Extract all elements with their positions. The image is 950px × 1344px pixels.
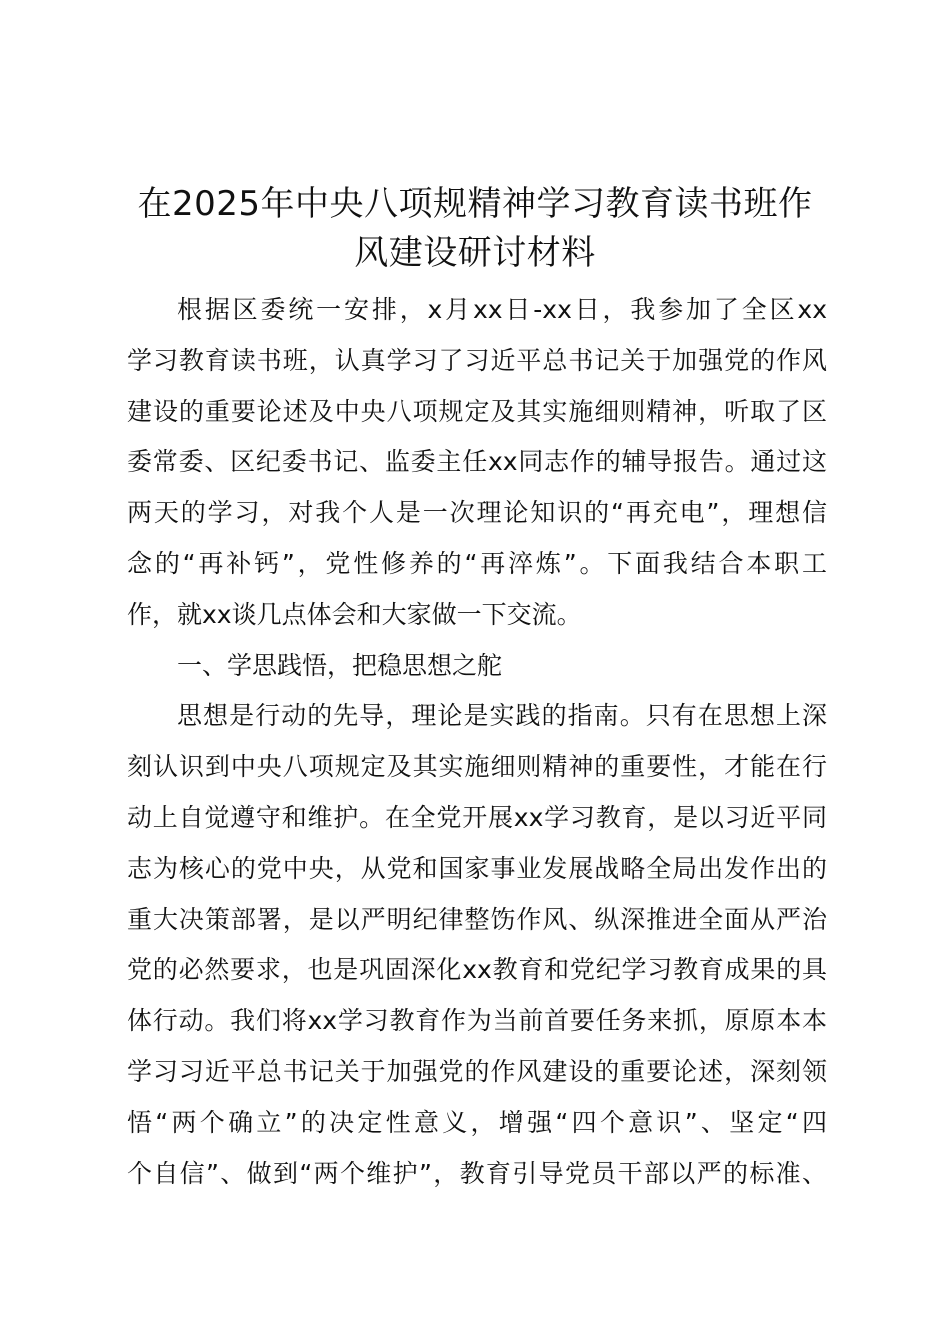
text-line: 志为核心的党中央，从党和国家事业发展战略全局出发作出的 xyxy=(127,853,827,883)
text-line: 建设的重要论述及中央八项规定及其实施细则精神，听取了区 xyxy=(127,396,827,426)
text-line: 委常委、区纪委书记、监委主任xx同志作的辅导报告。通过这 xyxy=(127,447,827,477)
text-line: 作，就xx谈几点体会和大家做一下交流。 xyxy=(127,599,582,629)
text-line: 刻认识到中央八项规定及其实施细则精神的重要性，才能在行 xyxy=(127,752,827,782)
title-line: 风建设研讨材料 xyxy=(354,233,596,273)
text-line: 根据区委统一安排，x月xx日-xx日，我参加了全区xx xyxy=(177,295,827,324)
document-title xyxy=(100,180,850,278)
document-body xyxy=(127,285,827,1199)
section-heading: 一、学思践悟，把稳思想之舵 xyxy=(177,650,503,680)
text-line: 体行动。我们将xx学习教育作为当前首要任务来抓，原原本本 xyxy=(127,1006,827,1036)
text-line: 思想是行动的先导，理论是实践的指南。只有在思想上深 xyxy=(177,701,827,731)
title-line: 在2025年中央八项规精神学习教育读书班作 xyxy=(137,184,813,224)
text-line: 两天的学习，对我个人是一次理论知识的“再充电”，理想信 xyxy=(127,498,827,528)
text-line: 悟“两个确立”的决定性意义，增强“四个意识”、坚定“四 xyxy=(127,1107,827,1137)
text-line: 动上自觉遵守和维护。在全党开展xx学习教育，是以习近平同 xyxy=(127,802,827,832)
paragraph-section1 xyxy=(127,691,827,1199)
text-line: 党的必然要求，也是巩固深化xx教育和党纪学习教育成果的具 xyxy=(127,955,827,985)
text-line: 学习教育读书班，认真学习了习近平总书记关于加强党的作风 xyxy=(127,345,827,375)
paragraph-intro xyxy=(127,285,827,641)
text-line: 念的“再补钙”，党性修养的“再淬炼”。下面我结合本职工 xyxy=(127,548,827,578)
text-line: 个自信”、做到“两个维护”，教育引导党员干部以严的标准、 xyxy=(127,1158,827,1188)
text-line: 学习习近平总书记关于加强党的作风建设的重要论述，深刻领 xyxy=(127,1056,827,1086)
text-line: 重大决策部署，是以严明纪律整饬作风、纵深推进全面从严治 xyxy=(127,904,827,934)
